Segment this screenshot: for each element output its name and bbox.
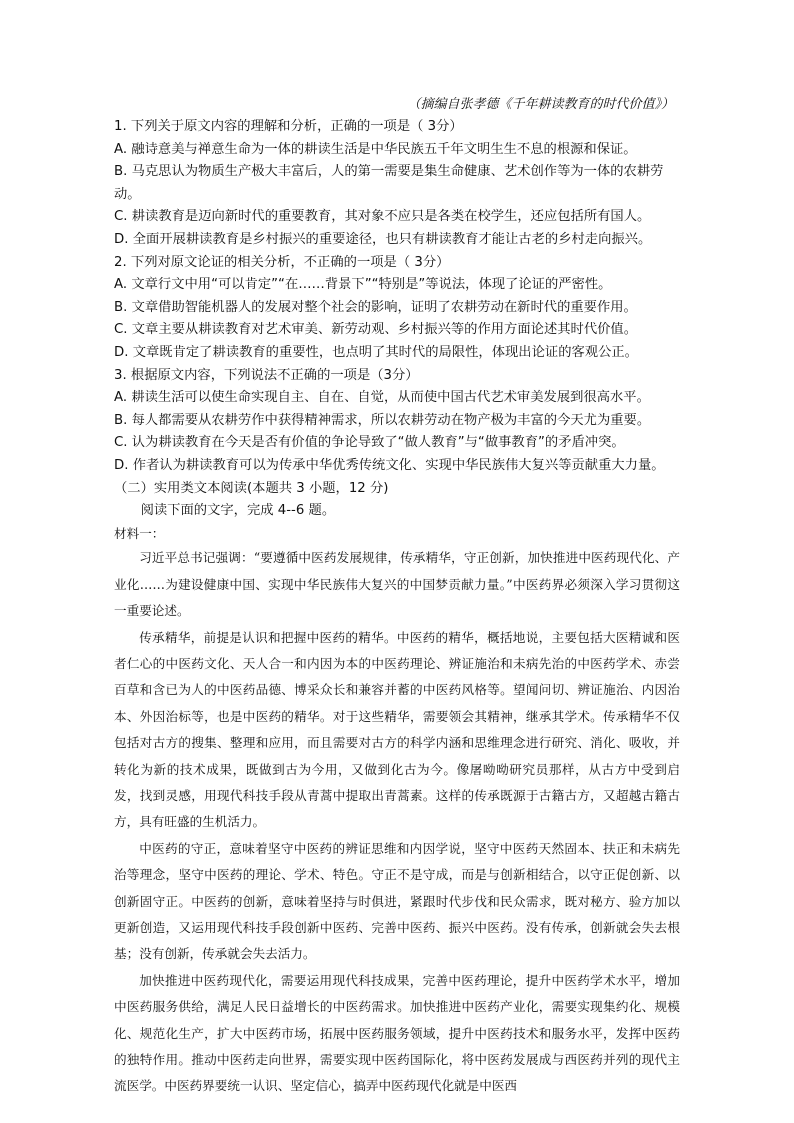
material-paragraph: 习近平总书记强调：“要遵循中医药发展规律，传承精华，守正创新，加快推进中医药现代化、产业化……为建设健康中国、实现中华民族伟大复兴的中国梦贡献力量。”中医药界必须深入学习贯彻这一重要论述。 bbox=[114, 550, 680, 619]
section-title: （二）实用类文本阅读(本题共 3 小题，12 分) bbox=[114, 480, 389, 496]
question-option: C. 文章主要从耕读教育对艺术审美、新劳动观、乡村振兴等的作用方面论述其时代价值。 bbox=[114, 322, 638, 338]
question-2 bbox=[114, 252, 794, 365]
question-option: D. 文章既肯定了耕读教育的重要性，也点明了其时代的局限性，体现出论证的客观公正。 bbox=[114, 344, 638, 360]
material-paragraph: 传承精华，前提是认识和把握中医药的精华。中医药的精华，概括地说，主要包括大医精诚和医者仁心的中医药文化、天人合一和内因为本的中医药理论、辨证施治和未病先治的中医药学术、赤尝百草和含已为人的中医药品德、博采众长和兼容并蓄的中医药风格等。望闻问切、辨证施治、内因治本、外因治标等，也是中医药的精华。对于这些精华，需要领会其精神，继承其学术。传承精华不仅包括对古方的搜集、整理和应用，而且需要对古方的科学内涵和思维理念进行研究、消化、吸收，并转化为新的技术成果，既做到古为今用，又做到化古为今。像屠呦呦研究员那样，从古方中受到启发，找到灵感，用现代科技手段从青蒿中提取出青蒿素。这样的传承既源于古籍古方，又超越古籍古方，具有旺盛的生机活力。 bbox=[114, 629, 680, 830]
question-option: A. 文章行文中用“可以肯定”“在……背景下”“特别是”等说法，体现了论证的严密性。 bbox=[114, 277, 612, 293]
material-paragraph: 加快推进中医药现代化，需要运用现代科技成果，完善中医药理论，提升中医药学术水平，增加中医药服务供给，满足人民日益增长的中医药需求。加快推进中医药产业化，需要实现集约化、规模化、规范化生产，扩大中医药市场，拓展中医药服务领域，提升中医药技术和服务水平，发挥中医药的独特作用。推动中医药走向世界，需要实现中医药国际化，将中医药发展成与西医药并列的现代主流医学。中医药界要统一认识、坚定信心，搞弄中医药现代化就是中医西 bbox=[114, 972, 680, 1094]
question-stem: 1. 下列关于原文内容的理解和分析，正确的一项是（ 3分） bbox=[114, 119, 463, 134]
question-option: D. 作者认为耕读教育可以为传承中华优秀传统文化、实现中华民族伟大复兴等贡献重大力量。 bbox=[114, 457, 665, 473]
material-label: 材料一： bbox=[114, 525, 165, 541]
material-paragraph: 中医药的守正，意味着坚守中医药的辨证思维和内因学说，坚守中医药天然固本、扶正和未病先治等理念，坚守中医药的理论、学术、特色。守正不是守成，而是与创新相结合，以守正促创新、以创新固守正。中医药的创新，意味着坚持与时俱进，紧跟时代步伐和民众需求，既对秘方、验方加以更新创造，又运用现代科技手段创新中医药、完善中医药、振兴中医药。没有传承，创新就会失去根基；没有创新，传承就会失去活力。 bbox=[114, 840, 680, 962]
question-stem: 2. 下列对原文论证的相关分析，不正确的一项是（ 3分） bbox=[114, 254, 450, 270]
question-option: D. 全面开展耕读教育是乡村振兴的重要途径，也只有耕读教育才能让古老的乡村走向振兴。 bbox=[114, 231, 652, 247]
question-option: B. 马克思认为物质生产极大丰富后，人的第一需要是集生命健康、艺术创作等为一体的农耕劳动。 bbox=[114, 164, 664, 202]
question-option: C. 认为耕读教育在今天是否有价值的争论导致了“做人教育”与“做事教育”的矛盾冲突。 bbox=[114, 435, 625, 451]
reading-instruction: 阅读下面的文字，完成 4--6 题。 bbox=[140, 503, 336, 519]
question-option: A. 融诗意美与禅意生命为一体的耕读生活是中华民族五千年文明生生不息的根源和保证。 bbox=[114, 141, 637, 157]
question-3 bbox=[114, 365, 794, 478]
question-option: C. 耕读教育是迈向新时代的重要教育，其对象不应只是各类在校学生，还应包括所有国人。 bbox=[114, 209, 651, 225]
question-1 bbox=[114, 116, 794, 252]
source-citation: （摘编自张孝德《千年耕读教育的时代价值》） bbox=[407, 97, 674, 112]
question-option: A. 耕读生活可以使生命实现自主、自在、自觉，从而使中国古代艺术审美发展到很高水平。 bbox=[114, 390, 650, 406]
question-option: B. 每人都需要从农耕劳作中获得精神需求，所以农耕劳动在物产极为丰富的今天尤为重要。 bbox=[114, 412, 651, 428]
question-stem: 3. 根据原文内容，下列说法不正确的一项是（3分） bbox=[114, 367, 419, 383]
question-option: B. 文章借助智能机器人的发展对整个社会的影响，证明了农耕劳动在新时代的重要作用。 bbox=[114, 299, 637, 315]
